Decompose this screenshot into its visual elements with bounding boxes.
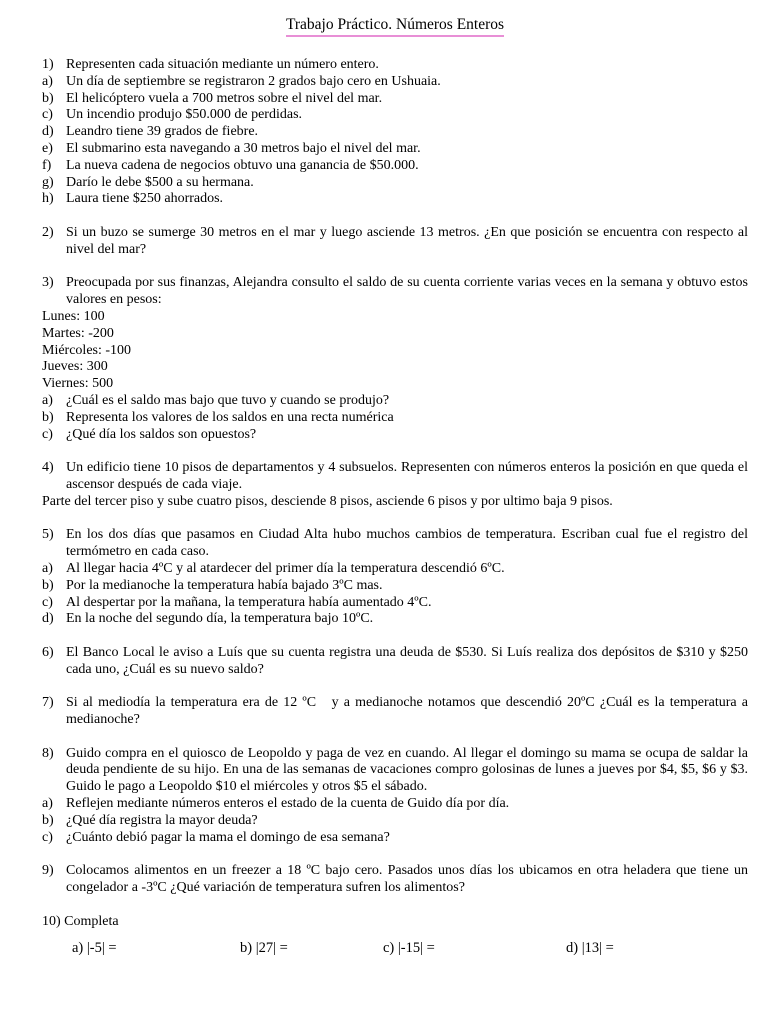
abs-value-item: c) |-15| = bbox=[383, 940, 435, 957]
item-label: a) bbox=[42, 73, 53, 89]
balance-line: Lunes: 100 bbox=[42, 308, 105, 324]
question-text: Guido compra en el quiosco de Leopoldo y paga de vez en cuando. Al llegar el domingo su mama se ocupa de saldar la deuda pendiente de su hijo. En una de las semanas de vacaciones compro golosinas de lunes a jueves por $4, $5, $6 y $3. Guido le pago a Leopoldo $10 el miércoles y otros $5 el sábado. bbox=[66, 745, 748, 795]
question-text: Si al mediodía la temperatura era de 12 ºC y a medianoche notamos que descendió 20ºC ¿Cuál es la temperatura a medianoche? bbox=[66, 695, 752, 728]
balance-line: Martes: -200 bbox=[42, 325, 114, 341]
balance-line: Jueves: 300 bbox=[42, 359, 108, 375]
item-text: ¿Qué día registra la mayor deuda? bbox=[66, 812, 258, 828]
question-number: 2) bbox=[42, 224, 54, 240]
question-text: Completa bbox=[64, 913, 119, 929]
item-label: d) bbox=[42, 124, 54, 140]
question-text: Representen cada situación mediante un número entero. bbox=[66, 57, 379, 72]
question-3 bbox=[42, 275, 748, 309]
question-9 bbox=[42, 863, 748, 897]
item-label: a) bbox=[42, 796, 53, 812]
question-1 bbox=[42, 57, 748, 74]
question-number: 3) bbox=[42, 275, 54, 291]
abs-value-item: b) |27| = bbox=[240, 940, 288, 957]
item-label: d) bbox=[42, 611, 54, 627]
question-6 bbox=[42, 645, 748, 679]
question-number: 5) bbox=[42, 527, 54, 543]
worksheet-page bbox=[42, 15, 752, 960]
item-text: ¿Cuál es el saldo mas bajo que tuvo y cuando se produjo? bbox=[66, 392, 390, 408]
item-text: Por la medianoche la temperatura había bajado 3ºC mas. bbox=[66, 577, 383, 593]
question-text: Si un buzo se sumerge 30 metros en el mar y luego asciende 13 metros. ¿En que posición se encuentra con respecto al nivel del mar? bbox=[66, 224, 748, 257]
question-text: El Banco Local le aviso a Luís que su cuenta registra una deuda de $530. Si Luís realiza dos depósitos de $310 y $250 cada uno, ¿Cuál es su nuevo saldo? bbox=[66, 644, 748, 677]
question-text: Preocupada por sus finanzas, Alejandra consulto el saldo de su cuenta corriente varias veces en la semana y obtuvo estos valores en pesos: bbox=[66, 275, 748, 308]
item-text: El submarino esta navegando a 30 metros bajo el nivel del mar. bbox=[66, 140, 421, 156]
question-10 bbox=[42, 914, 748, 931]
question-8 bbox=[42, 746, 748, 796]
question-number: 10) bbox=[42, 913, 61, 929]
question-7 bbox=[42, 695, 752, 729]
item-label: a) bbox=[42, 392, 53, 408]
item-label: b) bbox=[42, 409, 54, 425]
item-text: Representa los valores de los saldos en una recta numérica bbox=[66, 409, 394, 425]
item-label: b) bbox=[42, 577, 54, 593]
item-label: f) bbox=[42, 157, 52, 173]
question-number: 4) bbox=[42, 460, 54, 476]
question-text: Colocamos alimentos en un freezer a 18 ºC bajo cero. Pasados unos días los ubicamos en otra heladera que tiene un congelador a -3ºC ¿Qué variación de temperatura sufren los alimentos? bbox=[66, 863, 748, 896]
question-number: 1) bbox=[42, 57, 54, 72]
item-text: Reflejen mediante números enteros el estado de la cuenta de Guido día por día. bbox=[66, 796, 510, 812]
question-4 bbox=[42, 460, 748, 494]
item-text: Al despertar por la mañana, la temperatura había aumentado 4ºC. bbox=[66, 594, 432, 610]
item-text: Al llegar hacia 4ºC y al atardecer del primer día la temperatura descendió 6ºC. bbox=[66, 560, 505, 576]
item-text: El helicóptero vuela a 700 metros sobre el nivel del mar. bbox=[66, 90, 383, 106]
item-text: Un día de septiembre se registraron 2 grados bajo cero en Ushuaia. bbox=[66, 73, 441, 89]
question-text: En los dos días que pasamos en Ciudad Alta hubo muchos cambios de temperatura. Escriban cual fue el registro del termómetro en cada caso. bbox=[66, 527, 748, 560]
item-label: c) bbox=[42, 107, 53, 123]
question-extra-text: Parte del tercer piso y sube cuatro pisos, desciende 8 pisos, asciende 6 pisos y por ultimo baja 9 pisos. bbox=[42, 493, 613, 509]
item-text: ¿Qué día los saldos son opuestos? bbox=[66, 426, 257, 442]
item-text: Un incendio produjo $50.000 de perdidas. bbox=[66, 107, 303, 123]
item-label: b) bbox=[42, 812, 54, 828]
item-text: Darío le debe $500 a su hermana. bbox=[66, 174, 254, 190]
question-number: 9) bbox=[42, 863, 54, 879]
question-number: 8) bbox=[42, 745, 54, 761]
abs-value-item: d) |13| = bbox=[566, 940, 614, 957]
item-label: b) bbox=[42, 90, 54, 106]
item-text: Laura tiene $250 ahorrados. bbox=[66, 191, 224, 207]
item-label: g) bbox=[42, 174, 54, 190]
question-text: Un edificio tiene 10 pisos de departamentos y 4 subsuelos. Representen con números enteros la posición en que queda el ascensor después de cada viaje. bbox=[66, 460, 748, 492]
page-title: Trabajo Práctico. Números Enteros bbox=[286, 15, 504, 37]
question-5 bbox=[42, 527, 748, 561]
item-text: La nueva cadena de negocios obtuvo una ganancia de $50.000. bbox=[66, 157, 419, 173]
item-label: e) bbox=[42, 140, 53, 156]
abs-value-item: a) |-5| = bbox=[72, 940, 117, 957]
item-label: h) bbox=[42, 191, 54, 207]
absolute-value-row bbox=[42, 940, 748, 960]
item-label: c) bbox=[42, 594, 53, 610]
item-label: a) bbox=[42, 560, 53, 576]
item-text: En la noche del segundo día, la temperatura bajo 10ºC. bbox=[66, 611, 374, 627]
question-number: 7) bbox=[42, 695, 54, 711]
balance-line: Viernes: 500 bbox=[42, 376, 114, 392]
title-wrapper bbox=[42, 15, 748, 37]
item-label: c) bbox=[42, 426, 53, 442]
question-number: 6) bbox=[42, 644, 54, 660]
question-2 bbox=[42, 225, 748, 259]
item-text: ¿Cuánto debió pagar la mama el domingo de esa semana? bbox=[66, 829, 390, 845]
item-text: Leandro tiene 39 grados de fiebre. bbox=[66, 124, 259, 140]
balance-line: Miércoles: -100 bbox=[42, 342, 132, 358]
item-label: c) bbox=[42, 829, 53, 845]
